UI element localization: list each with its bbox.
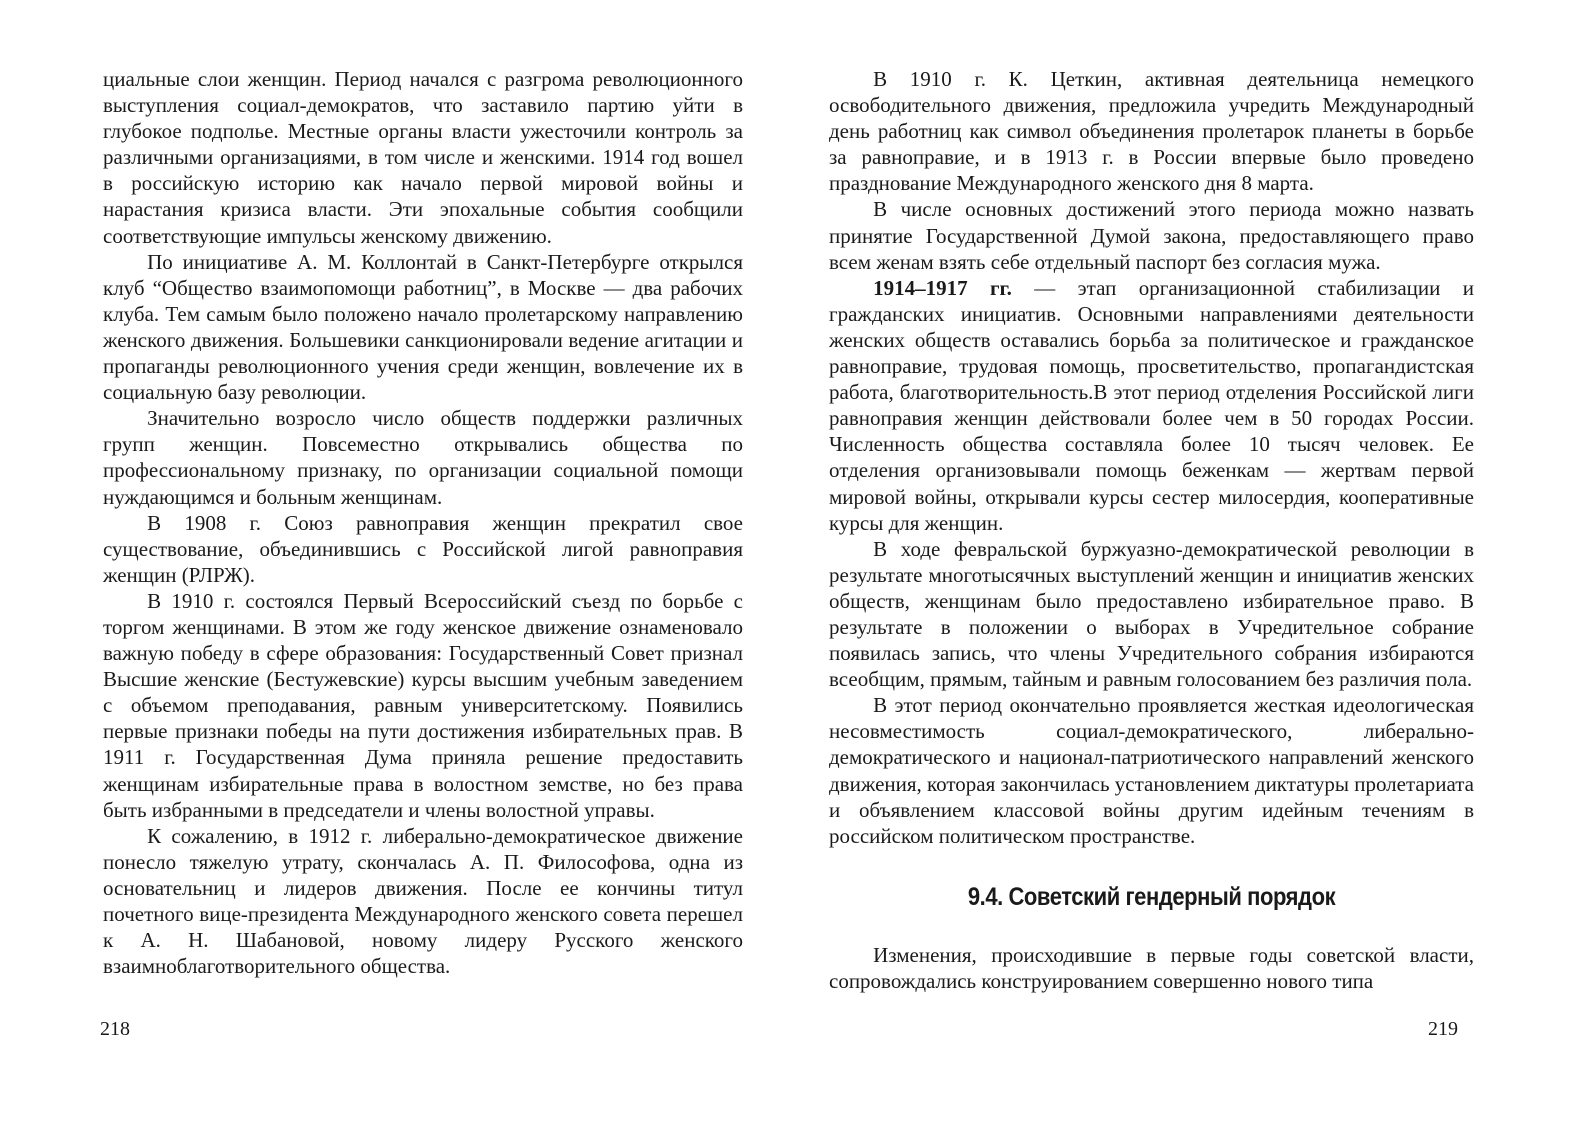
page-number-left: 218 [100, 1018, 130, 1040]
page-number-right: 219 [1428, 1018, 1458, 1040]
section-heading: 9.4. Советский гендерный порядок [967, 882, 1336, 911]
period-label: 1914–1917 гг. [873, 275, 1012, 300]
period-paragraph [829, 275, 1474, 536]
paragraph: циальные слои женщин. Период начался с разгрома революционного выступления социал-демократов, что заставило партию уйти в глубокое подполье. Местные органы власти ужесточили контроль за различными организациями, в том числе и женскими. 1914 год вошел в российскую историю как начало первой мировой войны и нарастания кризиса власти. Эти эпохальные события сообщили соответствующие импульсы женскому движению. [103, 67, 743, 248]
paragraph: Изменения, происходившие в первые годы советской власти, сопровождались конструированием совершенно нового типа [829, 942, 1474, 993]
left-page [103, 66, 743, 979]
paragraph: В 1908 г. Союз равноправия женщин прекратил свое существование, объединившись с Российской лигой равноправия женщин (РЛРЖ). [103, 510, 743, 587]
paragraph: Значительно возросло число обществ поддержки различных групп женщин. Повсеместно открывались общества по профессиональному признаку, по организации социальной помощи нуждающимся и больным женщинам. [103, 406, 743, 509]
period-text: — этап организационной стабилизации и гражданских инициатив. Основными направлениями деятельности женских обществ оставались борьба за политическое и гражданское равноправие, трудовая помощь, просветительство, пропагандистская работа, благотворительность.В этот период отделения Российской лиги равноправия женщин действовали более чем в 50 городах России. Численность общества составляла более 10 тысяч человек. Ее отделения организовывали помощь беженкам — жертвам первой мировой войны, открывали курсы сестер милосердия, кооперативные курсы для женщин. [829, 275, 1474, 535]
paragraph: По инициативе А. М. Коллонтай в Санкт-Петербурге открылся клуб “Общество взаимопомощи работниц”, в Москве — два рабочих клуба. Тем самым было положено начало пролетарскому направлению женского движения. Большевики санкционировали ведение агитации и пропаганды революционного учения среди женщин, вовлечение их в социальную базу революции. [103, 249, 743, 405]
paragraph: В этот период окончательно проявляется жесткая идеологическая несовместимость социал-демократического, либерально-демократического и национал-патриотического направлений женского движения, которая закончилась установлением диктатуры пролетариата и объявлением классовой войны другим идейным течениям в российском политическом пространстве. [829, 693, 1474, 848]
paragraph: В числе основных достижений этого периода можно назвать принятие Государственной Думой закона, предоставляющего право всем женам взять себе отдельный паспорт без согласия мужа. [829, 197, 1474, 274]
right-page [829, 66, 1474, 994]
paragraph: В 1910 г. К. Цеткин, активная деятельница немецкого освободительного движения, предложила учредить Международный день работниц как символ объединения пролетарок планеты в борьбе за равноправие, и в 1913 г. в России впервые было проведено празднование Международного женского дня 8 марта. [829, 67, 1474, 196]
paragraph: В 1910 г. состоялся Первый Всероссийский съезд по борьбе с торгом женщинами. В этом же году женское движение ознаменовало важную победу в сфере образования: Государственный Совет признал Высшие женские (Бестужевские) курсы высшим учебным заведением с объемом преподавания, равным университетскому. Появились первые признаки победы на пути достижения избирательных прав. В 1911 г. Государственная Дума приняла решение предоставить женщинам избирательные права в волостном земстве, но без права быть избранными в председатели и члены волостной управы. [103, 588, 743, 822]
paragraph: В ходе февральской буржуазно-демократической революции в результате многотысячных выступлений женщин и инициатив женских обществ, женщинам было предоставлено избирательное право. В результате в положении о выборах в Учредительное собрание появилась запись, что члены Учредительного собрания избираются всеобщим, прямым, тайным и равным голосованием без различия пола. [829, 536, 1474, 692]
paragraph: К сожалению, в 1912 г. либерально-демократическое движение понесло тяжелую утрату, скончалась А. П. Философова, одна из основательниц и лидеров движения. После ее кончины титул почетного вице-президента Международного женского совета перешел к А. Н. Шабановой, новому лидеру Русского женского взаимноблаготворительного общества. [103, 823, 743, 979]
